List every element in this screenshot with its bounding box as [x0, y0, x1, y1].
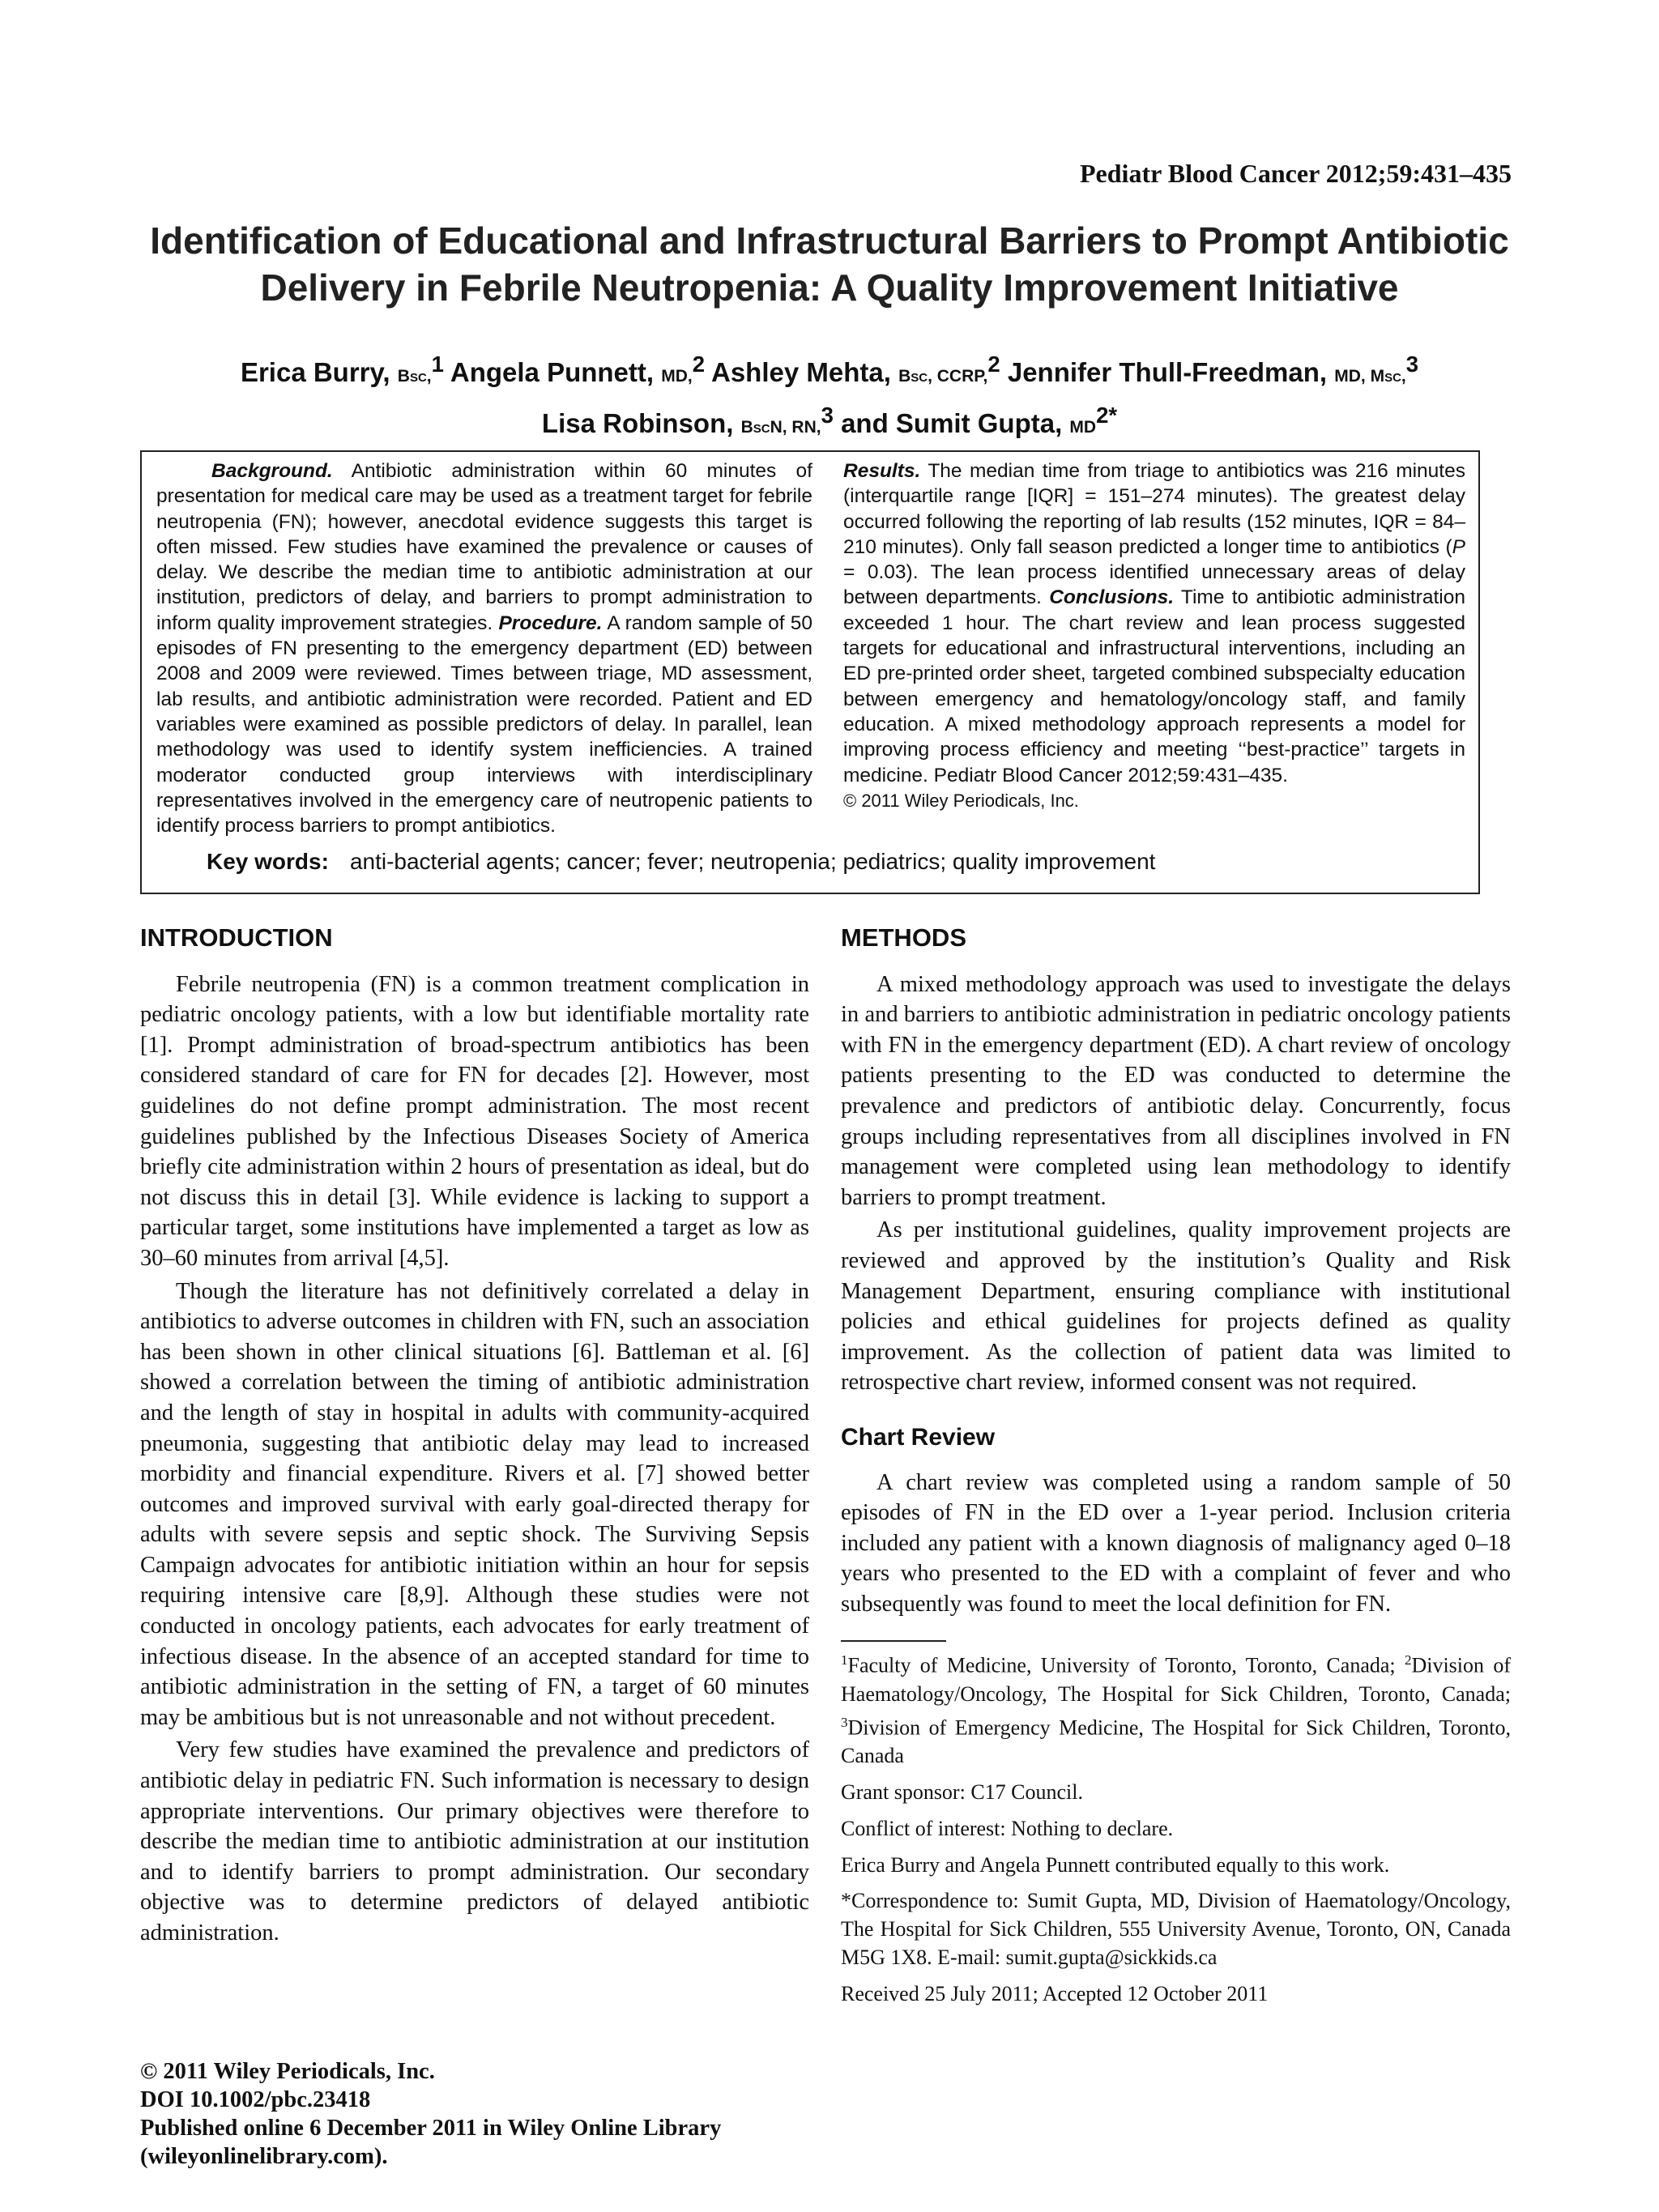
keywords: [207, 849, 1155, 874]
author-name: Jennifer Thull-Freedman,: [1007, 357, 1328, 387]
abstract-procedure-label: Procedure.: [498, 612, 603, 634]
abstract-p-symbol: P: [1452, 535, 1465, 558]
author-degree: MD, Msc,: [1334, 367, 1406, 386]
author-affiliation: 3: [821, 403, 834, 428]
author-list: [122, 345, 1537, 447]
abstract-results-end: = 0.03). The lean process identified unnecessary areas of delay between departments.: [843, 561, 1465, 609]
author-affiliation: 1: [431, 352, 444, 377]
author-degree: Bsc, CCRP,: [898, 367, 988, 386]
chart-review-heading: Chart Review: [841, 1423, 996, 1451]
abstract-conclusions-label: Conclusions.: [1049, 586, 1175, 609]
publication-footer: [140, 2057, 837, 2171]
author-degree: MD: [1069, 418, 1097, 437]
author-name: Lisa Robinson,: [541, 408, 734, 438]
affiliation-3: Division of Emergency Medicine, The Hospital for Sick Children, Toronto, Canada: [841, 1715, 1511, 1768]
author-line-1: [122, 345, 1537, 396]
author-degree: MD,: [661, 367, 693, 386]
footer-library: (wileyonlinelibrary.com).: [140, 2144, 388, 2169]
title-line-1: Identification of Educational and Infrastructural Barriers to Prompt Antibiotic: [150, 219, 1509, 262]
author-degree: BscN, RN,: [740, 418, 821, 437]
intro-paragraph: Very few studies have examined the prevalence and predictors of antibiotic delay in pediatric FN. Such information is necessary to design appropriate interventions. Our primary objectives were therefore to describe the median time to antibiotic administration at our institution and to identify barriers to prompt administration. Our secondary objective was to determine predictors of delayed antibiotic administration.: [140, 1737, 809, 1946]
abstract-procedure: A random sample of 50 episodes of FN presenting to the emergency department (ED) between 2008 and 2009 were reviewed. Times between triage, MD assessment, lab results, and antibiotic administration were recorded. Patient and ED variables were examined as possible predictors of delay. In parallel, lean methodology was used to identify system inefficiencies. A trained moderator conducted group interviews with interdisciplinary representatives involved in the emergency care of neutropenic patients to identify process barriers to prompt antibiotics.: [156, 612, 812, 837]
intro-paragraph: Febrile neutropenia (FN) is a common treatment complication in pediatric oncology patients, with a low but identifiable mortality rate [1]. Prompt administration of broad-spectrum antibiotics has been considered standard of care for FN for decades [2]. However, most guidelines do not define prompt administration. The most recent guidelines published by the Infectious Diseases Society of America briefly cite administration within 2 hours of presentation as ideal, but do not discuss this in detail [3]. While evidence is lacking to support a particular target, some institutions have implemented a target as low as 30–60 minutes from arrival [4,5].: [140, 971, 809, 1271]
methods-column: [841, 919, 1511, 2017]
footer-copyright: © 2011 Wiley Periodicals, Inc.: [140, 2059, 435, 2084]
journal-citation: Pediatr Blood Cancer 2012;59:431–435: [1080, 159, 1512, 188]
correspondence: *Correspondence to: Sumit Gupta, MD, Division of Haematology/Oncology, The Hospital for Sick Children, 555 University Avenue, Toronto, ON, Canada M5G 1X8. E-mail: sumit.gupta@sickkids.ca: [841, 1889, 1511, 1969]
author-name: Ashley Mehta,: [710, 357, 891, 387]
abstract-results: The median time from triage to antibiotics was 216 minutes (interquartile range [IQR] = 151–274 minutes). The greatest delay occurred following the reporting of lab results (152 minutes, IQR = 84–210 minutes). Only fall season predicted a longer time to antibiotics (: [843, 460, 1465, 558]
author-affiliation: 2: [692, 352, 706, 377]
intro-paragraph: Though the literature has not definitively correlated a delay in antibiotics to adverse outcomes in children with FN, such an association has been shown in other clinical situations [6]. Battleman et al. [6] showed a correlation between the timing of antibiotic administration and the length of stay in hospital in adults with community-acquired pneumonia, suggesting that antibiotic delay may lead to increased morbidity and financial expenditure. Rivers et al. [7] showed better outcomes and improved survival with early goal-directed therapy for adults with severe sepsis and septic shock. The Surviving Sepsis Campaign advocates for antibiotic initiation within an hour for sepsis requiring intensive care [8,9]. Although these studies were not conducted in oncology patients, each advocates for early treatment of infectious disease. In the absence of an accepted standard for time to antibiotic administration in the setting of FN, a target of 60 minutes may be ambitious but is not unreasonable and not without precedent.: [140, 1278, 809, 1730]
footer-doi: DOI 10.1002/pbc.23418: [140, 2087, 371, 2112]
author-degree: Bsc,: [397, 367, 432, 386]
author-name: Erica Burry,: [240, 357, 390, 387]
abstract-right-column: [843, 458, 1465, 813]
grant-sponsor: Grant sponsor: C17 Council.: [841, 1779, 1083, 1804]
introduction-column: [140, 919, 809, 1951]
received-dates: Received 25 July 2011; Accepted 12 October 2011: [841, 1981, 1269, 2005]
abstract-left-column: [156, 458, 812, 838]
author-name: Angela Punnett,: [450, 357, 655, 387]
abstract-background: Antibiotic administration within 60 minutes of presentation for medical care may be used as a treatment target for febrile neutropenia (FN); however, anecdotal evidence suggests this target is often missed. Few studies have examined the prevalence or causes of delay. We describe the median time to antibiotic administration at our institution, predictors of delay, and barriers to prompt administration to inform quality improvement strategies.: [156, 460, 812, 634]
article-title: [143, 217, 1516, 311]
introduction-heading: INTRODUCTION: [140, 923, 333, 952]
title-line-2: Delivery in Febrile Neutropenia: A Quality Improvement Initiative: [260, 266, 1399, 309]
abstract-conclusions: Time to antibiotic administration exceeded 1 hour. The chart review and lean process suggested targets for educational and infrastructural interventions, including an ED pre-printed order sheet, targeted combined subspecialty education between emergency and hematology/oncology staff, and family education. A mixed methodology approach represents a model for improving process efficiency and meeting ‘‘best-practice’’ targets in medicine. Pediatr Blood Cancer 2012;59:431–435.: [843, 586, 1465, 786]
author-line-2: [122, 396, 1537, 447]
footer-published: Published online 6 December 2011 in Wiley Online Library: [140, 2116, 722, 2141]
footnote-divider: [841, 1640, 946, 1642]
keywords-text: anti-bacterial agents; cancer; fever; neutropenia; pediatrics; quality improvement: [349, 849, 1156, 874]
methods-paragraph: A mixed methodology approach was used to investigate the delays in and barriers to antibiotic administration in pediatric oncology patients with FN in the emergency department (ED). A chart review of oncology patients presenting to the ED was conducted to determine the prevalence and predictors of antibiotic delay. Concurrently, focus groups including representatives from all disciplines involved in FN management were completed using lean methodology to identify barriers to prompt treatment.: [841, 971, 1511, 1210]
abstract-background-label: Background.: [211, 460, 333, 482]
keywords-label: Key words:: [207, 849, 329, 874]
methods-heading: METHODS: [841, 923, 966, 952]
author-affiliation: 2: [987, 352, 1000, 377]
abstract-box: [140, 450, 1480, 894]
author-name: and Sumit Gupta,: [841, 408, 1063, 438]
affiliation-2: Division of Haematology/Oncology, The Hospital for Sick Children, Toronto, Canada;: [841, 1654, 1511, 1706]
methods-paragraph: As per institutional guidelines, quality improvement projects are reviewed and approved by the institution’s Quality and Risk Management Department, ensuring compliance with institutional policies and ethical guidelines for projects defined as quality improvement. As the collection of patient data was limited to retrospective chart review, informed consent was not required.: [841, 1217, 1511, 1396]
conflict-of-interest: Conflict of interest: Nothing to declare.: [841, 1816, 1174, 1840]
affiliations: $^1$Faculty of Medicine, University of Toronto, Toronto, Canada; $^2$Division of Haematology/Oncology, The Hospital for Sick Children, Toronto, Canada; $^3$Division of Emergency Medicine, The Hospital for Sick Children, Toronto, Canada: [841, 1652, 1511, 1768]
author-affiliation: 2*: [1096, 403, 1118, 428]
contribution-note: Erica Burry and Angela Punnett contributed equally to this work.: [841, 1852, 1390, 1877]
affiliation-1: Faculty of Medicine, University of Toronto, Toronto, Canada;: [847, 1654, 1396, 1678]
abstract-results-label: Results.: [843, 460, 921, 482]
abstract-copyright: © 2011 Wiley Periodicals, Inc.: [843, 790, 1079, 811]
chart-review-paragraph: A chart review was completed using a random sample of 50 episodes of FN in the ED over a 1-year period. Inclusion criteria included any patient with a known diagnosis of malignancy aged 0–18 years who presented to the ED with a complaint of fever and who subsequently was found to meet the local definition for FN.: [841, 1469, 1511, 1617]
author-affiliation: 3: [1405, 352, 1419, 377]
